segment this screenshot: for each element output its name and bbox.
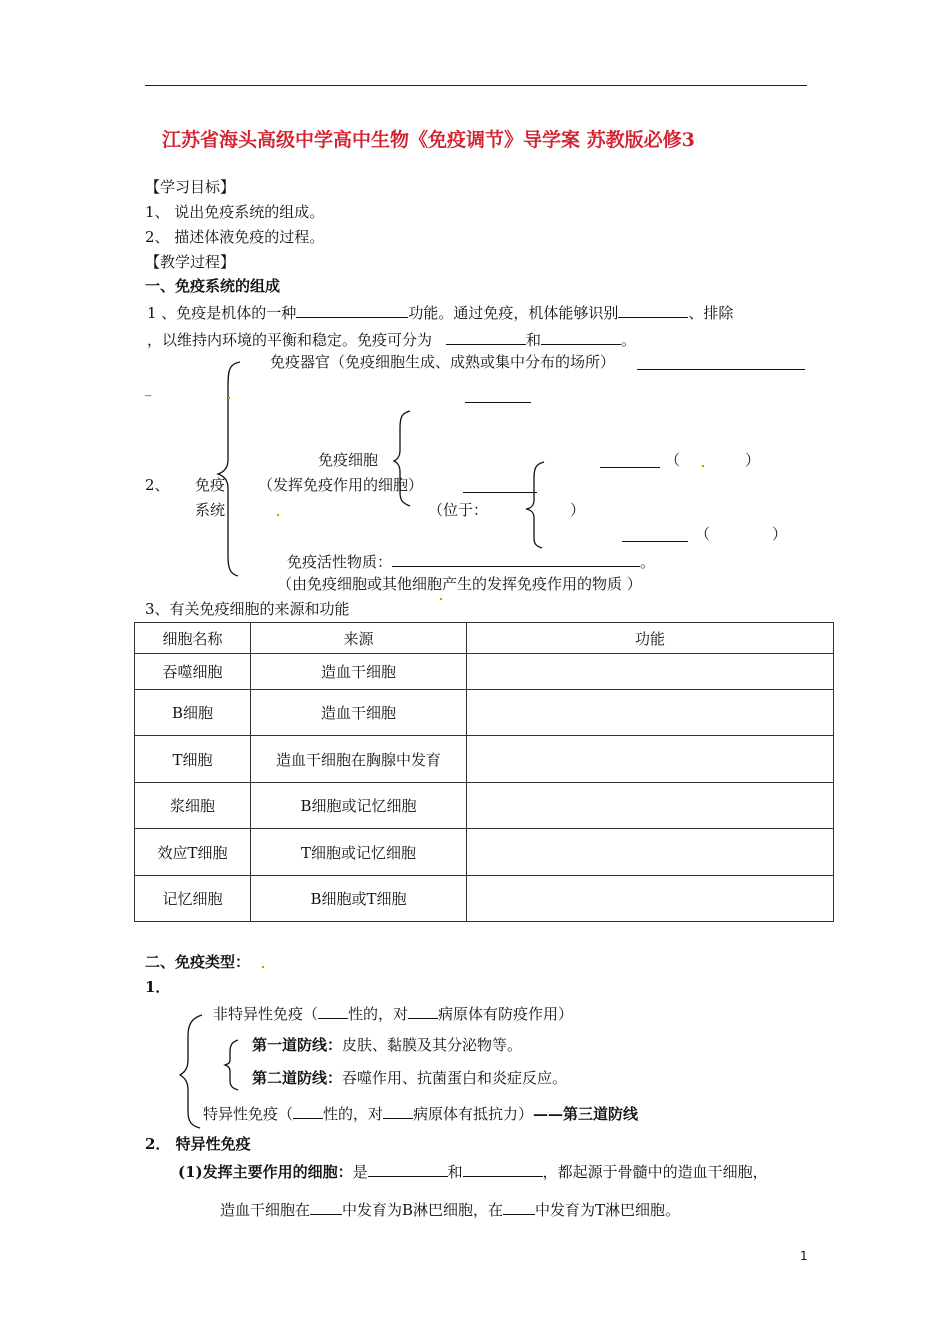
nonspecific-immunity: [213, 1004, 573, 1022]
cell-function[interactable]: [467, 876, 834, 922]
immune-system-label: 系统: [195, 501, 226, 519]
column-header: 来源: [251, 623, 467, 654]
answer-blank[interactable]: [318, 1004, 348, 1019]
objective-item: 2、 描述体液免疫的过程。: [145, 228, 325, 246]
immune-organ-label: 免疫器官（免疫细胞生成、成熟或集中分布的场所）: [270, 353, 616, 371]
cell-name: 吞噬细胞: [135, 654, 251, 690]
table-header-row: [135, 623, 834, 654]
immune-cell-note: （发挥免疫作用的细胞）: [258, 476, 424, 494]
brace-lymph: [526, 462, 544, 548]
answer-blank[interactable]: [503, 1200, 535, 1215]
item-number-1: 1．: [145, 978, 171, 996]
specific-text-b: 性的，对: [323, 1105, 384, 1123]
specific-text-a: 特异性免疫（: [203, 1105, 294, 1123]
active-substance-note: （由免疫细胞或其他细胞产生的发挥免疫作用的物质 ）: [277, 575, 642, 593]
column-header: 功能: [467, 623, 834, 654]
paren-close: ）: [745, 451, 761, 469]
second-defense: [252, 1071, 567, 1086]
immune-system-label: 免疫: [195, 476, 226, 494]
first-defense-text: 皮肤、黏膜及其分泌物等。: [342, 1036, 523, 1054]
paren-open: （: [665, 451, 681, 469]
table-row: [135, 654, 834, 690]
page-number: 1: [800, 1249, 808, 1263]
cell-source: B细胞或记忆细胞: [251, 783, 467, 829]
p1-text-a: 是: [352, 1163, 368, 1181]
p1-line: [178, 1162, 768, 1180]
speck: [440, 598, 442, 600]
first-defense: [252, 1038, 522, 1053]
first-defense-label: 第一道防线：: [252, 1036, 343, 1054]
specific-immunity: [203, 1104, 638, 1122]
cell-source: 造血干细胞在胸腺中发育: [251, 736, 467, 783]
page-title: 江苏省海头高级中学高中生物《免疫调节》导学案 苏教版必修3: [162, 129, 695, 151]
answer-blank[interactable]: [637, 369, 805, 370]
cell-name: T细胞: [135, 736, 251, 783]
p1-text-b: 和: [447, 1163, 463, 1181]
answer-blank[interactable]: [622, 541, 688, 542]
section1-heading: 一、免疫系统的组成: [145, 277, 281, 295]
third-defense: ——第三道防线: [533, 1105, 639, 1123]
cell-source: 造血干细胞: [251, 690, 467, 736]
cell-source: 造血干细胞: [251, 654, 467, 690]
cell-source: T细胞或记忆细胞: [251, 829, 467, 876]
answer-blank[interactable]: [383, 1104, 413, 1119]
cell-function[interactable]: [467, 829, 834, 876]
cell-function[interactable]: [467, 654, 834, 690]
answer-blank[interactable]: [463, 492, 537, 493]
brace-immune-types: [180, 1015, 202, 1128]
answer-blank[interactable]: [600, 467, 660, 468]
p2-text-b: 中发育为B淋巴细胞，在: [342, 1201, 504, 1219]
answer-blank[interactable]: [463, 1162, 543, 1177]
active-substance-label: 免疫活性物质：: [287, 553, 393, 571]
answer-blank[interactable]: [392, 552, 640, 567]
cell-source: B细胞或T细胞: [251, 876, 467, 922]
table-row: [135, 829, 834, 876]
brace-nonspecific: [225, 1040, 238, 1090]
active-substance-end: 。: [640, 553, 656, 571]
paren-close: ）: [772, 525, 788, 543]
second-defense-label: 第二道防线：: [252, 1069, 343, 1087]
cell-name: 浆细胞: [135, 783, 251, 829]
paren-close: ）: [570, 501, 586, 519]
q1-text-a: 1 、免疫是机体的一种: [147, 304, 297, 322]
active-substance: [287, 552, 655, 570]
answer-blank[interactable]: [408, 1004, 438, 1019]
table-row: [135, 736, 834, 783]
speck: [277, 514, 279, 516]
cell-function[interactable]: [467, 736, 834, 783]
p2-text-c: 中发育为T淋巴细胞。: [535, 1201, 681, 1219]
brace-left-large: [218, 362, 240, 576]
section2-heading: 二、免疫类型：: [145, 953, 251, 971]
process-header: 【教学过程】: [145, 253, 236, 271]
answer-blank[interactable]: [310, 1200, 342, 1215]
cell-name: B细胞: [135, 690, 251, 736]
item-number-2: 2、: [145, 476, 170, 494]
stray-mark: _: [145, 382, 152, 397]
table-row: [135, 783, 834, 829]
speck: [702, 465, 704, 467]
q1-text-f: 。: [621, 331, 637, 349]
cell-function[interactable]: [467, 690, 834, 736]
q1-text-e: 和: [526, 331, 542, 349]
p2-text-a: 造血干细胞在: [220, 1201, 311, 1219]
speck: [262, 966, 264, 968]
immune-cell-label: 免疫细胞: [318, 451, 379, 469]
q1-text-d: ，以维持内环境的平衡和稳定。免疫可分为: [147, 331, 433, 349]
table-row: [135, 876, 834, 922]
answer-blank[interactable]: [368, 1162, 448, 1177]
nonspecific-text-b: 性的，对: [348, 1005, 409, 1023]
immune-cell-table: [134, 622, 834, 922]
specific-immunity-heading: 2． 特异性免疫: [145, 1135, 251, 1153]
specific-text-c: 病原体有抵抗力）: [413, 1105, 534, 1123]
q3-heading: 3、有关免疫细胞的来源和功能: [145, 600, 350, 618]
nonspecific-text-c: 病原体有防疫作用）: [438, 1005, 574, 1023]
column-header: 细胞名称: [135, 623, 251, 654]
answer-blank[interactable]: [465, 402, 531, 403]
p2-line: [220, 1200, 680, 1218]
second-defense-text: 吞噬作用、抗菌蛋白和炎症反应。: [342, 1069, 568, 1087]
p1-label: (1)发挥主要作用的细胞：: [178, 1163, 353, 1181]
nonspecific-text-a: 非特异性免疫（: [213, 1005, 319, 1023]
objective-item: 1、 说出免疫系统的组成。: [145, 203, 325, 221]
paren-open: （: [695, 525, 711, 543]
objectives-header: 【学习目标】: [145, 178, 236, 196]
q1-text-b: 功能。通过免疫，机体能够识别: [408, 304, 619, 322]
p1-text-c: ，都起源于骨髓中的造血干细胞，: [542, 1163, 768, 1181]
answer-blank[interactable]: [293, 1104, 323, 1119]
location-label: （位于：: [428, 501, 489, 519]
cell-function[interactable]: [467, 783, 834, 829]
q1-text-c: 、排除: [688, 304, 734, 322]
table-row: [135, 690, 834, 736]
speck: [228, 397, 230, 399]
cell-name: 效应T细胞: [135, 829, 251, 876]
cell-name: 记忆细胞: [135, 876, 251, 922]
